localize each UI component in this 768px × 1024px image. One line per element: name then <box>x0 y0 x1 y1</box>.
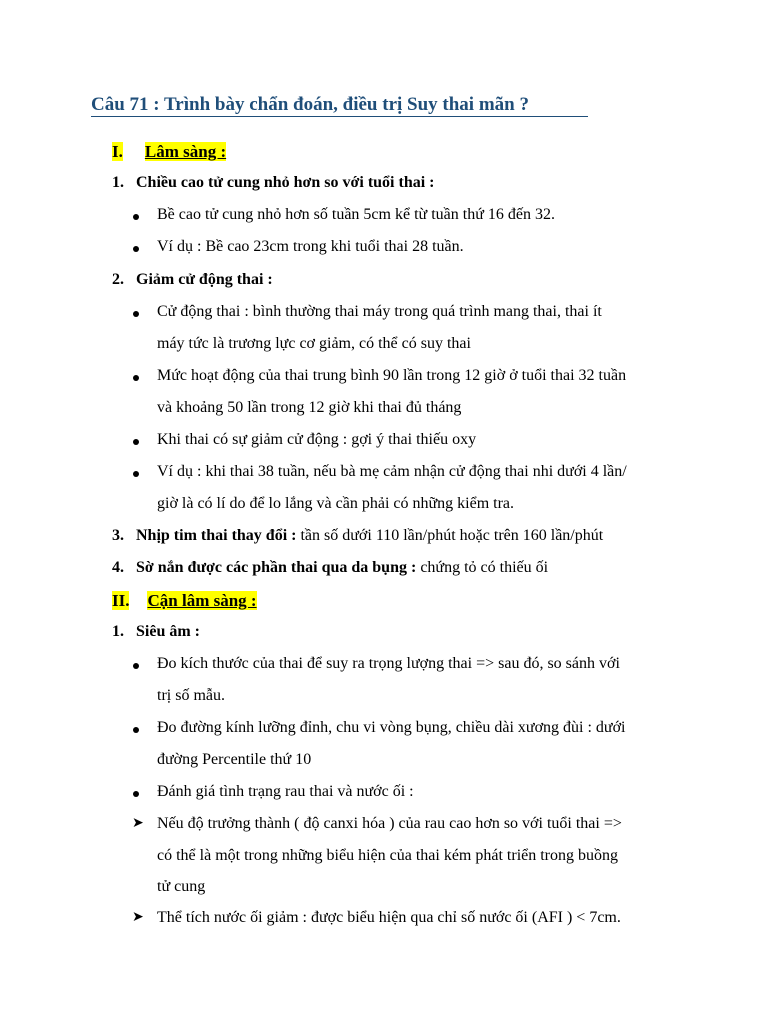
section-heading-paraclinical <box>112 591 257 611</box>
bullet-icon <box>133 246 139 252</box>
section-label: Cận lâm sàng : <box>147 591 257 610</box>
bullet-icon <box>133 471 139 477</box>
section-roman: II. <box>112 591 130 610</box>
bullet-continuation: đường Percentile thứ 10 <box>157 751 312 768</box>
numbered-item: 1. Siêu âm : <box>112 623 200 640</box>
numbered-item: 1. Chiều cao tử cung nhỏ hơn so với tuổi thai : <box>112 174 435 191</box>
section-label: Lâm sàng : <box>144 142 227 161</box>
title-underline <box>91 116 588 117</box>
numbered-item: 3. Nhịp tim thai thay đổi : tần số dưới 110 lần/phút hoặc trên 160 lần/phút <box>112 527 604 544</box>
bullet-icon <box>133 311 139 317</box>
arrow-bullet-icon: ➤ <box>132 910 144 925</box>
bullet-icon <box>133 727 139 733</box>
bullet-continuation: giờ là có lí do để lo lắng và cần phải có những kiểm tra. <box>157 495 515 512</box>
bullet-continuation: và khoảng 50 lần trong 12 giờ khi thai đủ tháng <box>157 399 462 416</box>
bullet-continuation: trị số mẫu. <box>157 687 225 704</box>
numbered-item: 4. Sờ nắn được các phần thai qua da bụng : chứng tỏ có thiếu ối <box>112 559 549 576</box>
numbered-item: 2. Giảm cử động thai : <box>112 271 273 288</box>
document-page: Câu 71 : Trình bày chẩn đoán, điều trị Suy thai mãn ? I. Lâm sàng : 1. Chiều cao tử cung nhỏ hơn so với tuổi thai : Bề cao tử cung nhỏ hơn số tuần 5cm kể từ tuần thứ 16 đến 32. Ví dụ : Bề cao 23cm trong khi tuổi thai 28 tuần. 2. Giảm cử động thai : Cử động thai : bình thường thai máy trong quá trình mang thai, thai ít máy tức là trương lực cơ giảm, có thể có suy thai Mức hoạt động của thai trung bình 90 lần trong 12 giờ ở tuổi thai 32 tuần và khoảng 50 lần trong 12 giờ khi thai đủ tháng Khi thai có sự giảm cử động : gợi ý thai thiếu oxy Ví dụ : khi thai 38 tuần, nếu bà mẹ cảm nhận cử động thai nhi dưới 4 lần/ giờ là có lí do để lo lắng và cần phải có những kiểm tra. 3. Nhịp tim thai thay đổi : tần số dưới 110 lần/phút hoặc trên 160 lần/phút 4. Sờ nắn được các phần thai qua da bụng : chứng tỏ có thiếu ối II. Cận lâm sàng : 1. Siêu âm : Đo kích thước của thai để suy ra trọng lượng thai => sau đó, so sánh với trị số mẫu. Đo đường kính lưỡng đỉnh, chu vi vòng bụng, chiều dài xương đùi : dưới đường Percentile thứ 10 Đánh giá tình trạng rau thai và nước ối : ➤ Nếu độ trưởng thành ( độ canxi hóa ) của rau cao hơn so với tuổi thai => có thể là một trong những biểu hiện của thai kém phát triển trong buồng tử cung ➤ Thể tích nước ối giảm : được biểu hiện qua chỉ số nước ối (AFI ) < 7cm. <box>91 94 627 926</box>
arrow-bullet-icon: ➤ <box>132 816 144 831</box>
bullet-continuation: máy tức là trương lực cơ giảm, có thể có suy thai <box>157 335 471 352</box>
bullet-continuation: có thể là một trong những biểu hiện của thai kém phát triển trong buồng <box>157 847 619 864</box>
bullet-icon <box>133 214 139 220</box>
section-heading-clinical <box>112 142 226 162</box>
bullet-icon <box>133 375 139 381</box>
bullet-icon <box>133 439 139 445</box>
bullet-icon <box>133 663 139 669</box>
bullet-continuation: tử cung <box>157 878 206 895</box>
bullet-icon <box>133 791 139 797</box>
page-title: Câu 71 : Trình bày chẩn đoán, điều trị Suy thai mãn ? <box>91 94 529 115</box>
section-roman: I. <box>112 142 123 161</box>
